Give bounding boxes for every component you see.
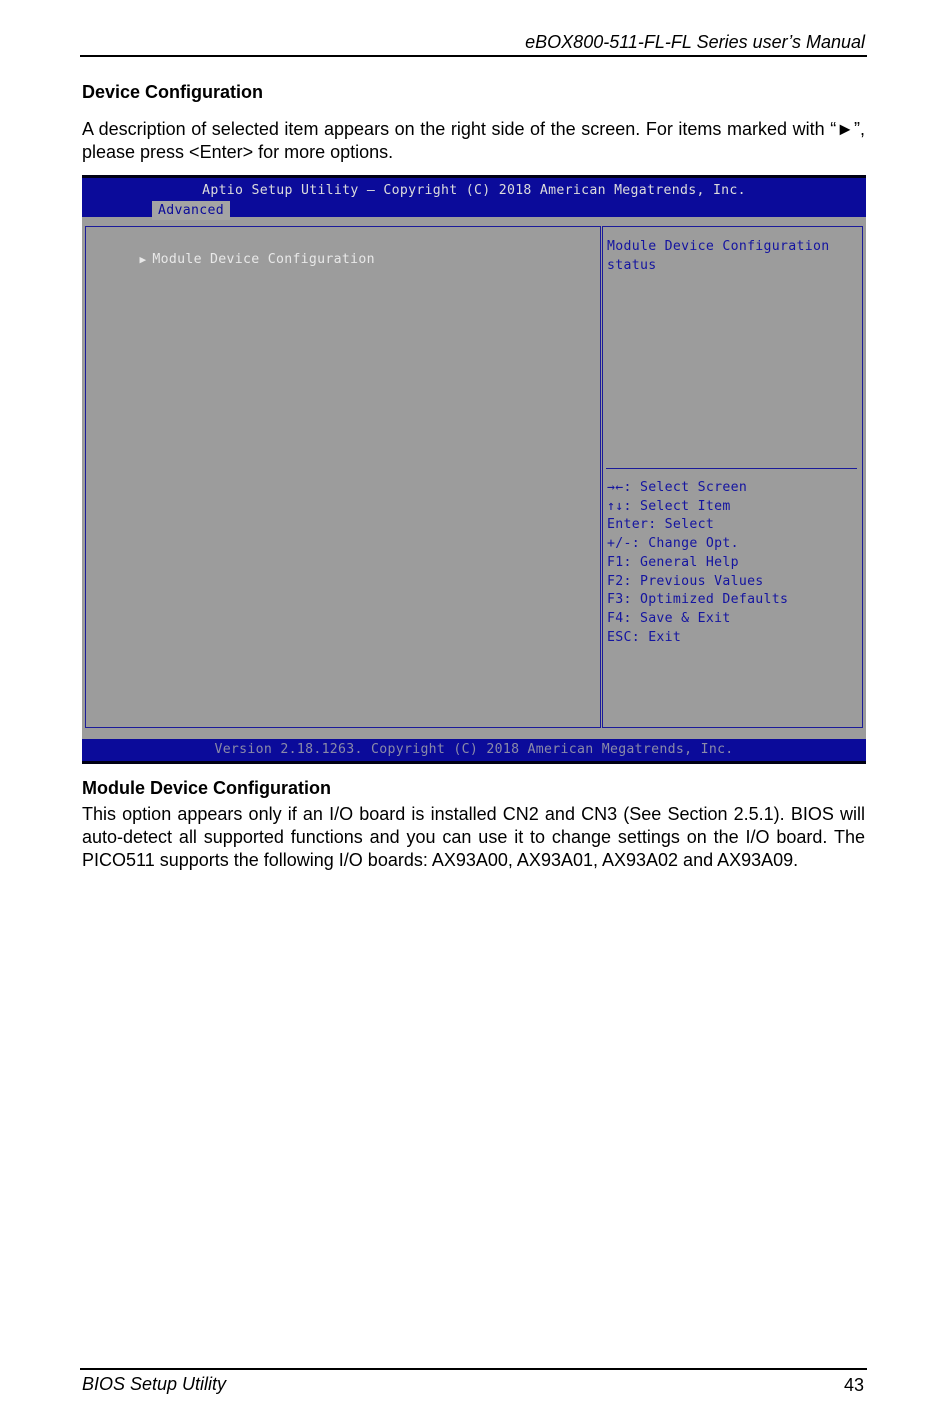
key-legend-item: F2: Previous Values (607, 573, 764, 589)
key-legend-item: ESC: Exit (607, 629, 682, 645)
menu-item-module-device-configuration[interactable] (90, 237, 375, 282)
tab-advanced[interactable]: Advanced (152, 201, 230, 220)
section-paragraph-device-configuration: A description of selected item appears on the right side of the screen. For items marked with “►”, please press <Enter> for more options. (82, 119, 865, 162)
bios-version: Version 2.18.1263. Copyright (C) 2018 American Megatrends, Inc. (214, 742, 734, 757)
key-legend-item: ↑↓: Select Item (607, 498, 731, 514)
key-legend-item: +/-: Change Opt. (607, 536, 739, 552)
menu-item-label: Module Device Configuration (152, 252, 375, 267)
key-legend (607, 479, 788, 647)
item-help-text: Module Device Configuration status (607, 239, 838, 273)
section-paragraph-module-device-configuration: This option appears only if an I/O board is installed CN2 and CN3 (See Section 2.5.1). BIOS will auto-detect all supported functions and you can use it to change settings on the I/O board. The PICO511 supports the following I/O boards: AX93A00, AX93A01, AX93A02 and AX93A09. (82, 804, 865, 870)
section-heading-device-configuration: Device Configuration (82, 82, 264, 102)
submenu-arrow-icon: ▶ (139, 253, 147, 266)
page-number: 43 (843, 1375, 864, 1395)
footer-rule (80, 1368, 867, 1370)
header-rule (80, 55, 867, 57)
bios-title-bar (82, 175, 866, 217)
help-divider (606, 468, 857, 469)
key-legend-item: F4: Save & Exit (607, 610, 731, 626)
bios-menu-panel (85, 226, 601, 728)
bios-help-panel (602, 226, 863, 728)
key-legend-item: Enter: Select (607, 517, 715, 533)
bios-title: Aptio Setup Utility – Copyright (C) 2018 American Megatrends, Inc. (202, 183, 746, 198)
bios-version-bar (82, 739, 866, 764)
manual-title: eBOX800-511-FL-FL Series user’s Manual (525, 32, 865, 52)
key-legend-item: →←: Select Screen (607, 480, 748, 495)
key-legend-item: F1: General Help (607, 554, 739, 570)
section-heading-module-device-configuration: Module Device Configuration (82, 778, 332, 798)
key-legend-item: F3: Optimized Defaults (607, 592, 789, 608)
footer-chapter-title: BIOS Setup Utility (82, 1374, 227, 1394)
bios-screenshot (82, 175, 866, 764)
